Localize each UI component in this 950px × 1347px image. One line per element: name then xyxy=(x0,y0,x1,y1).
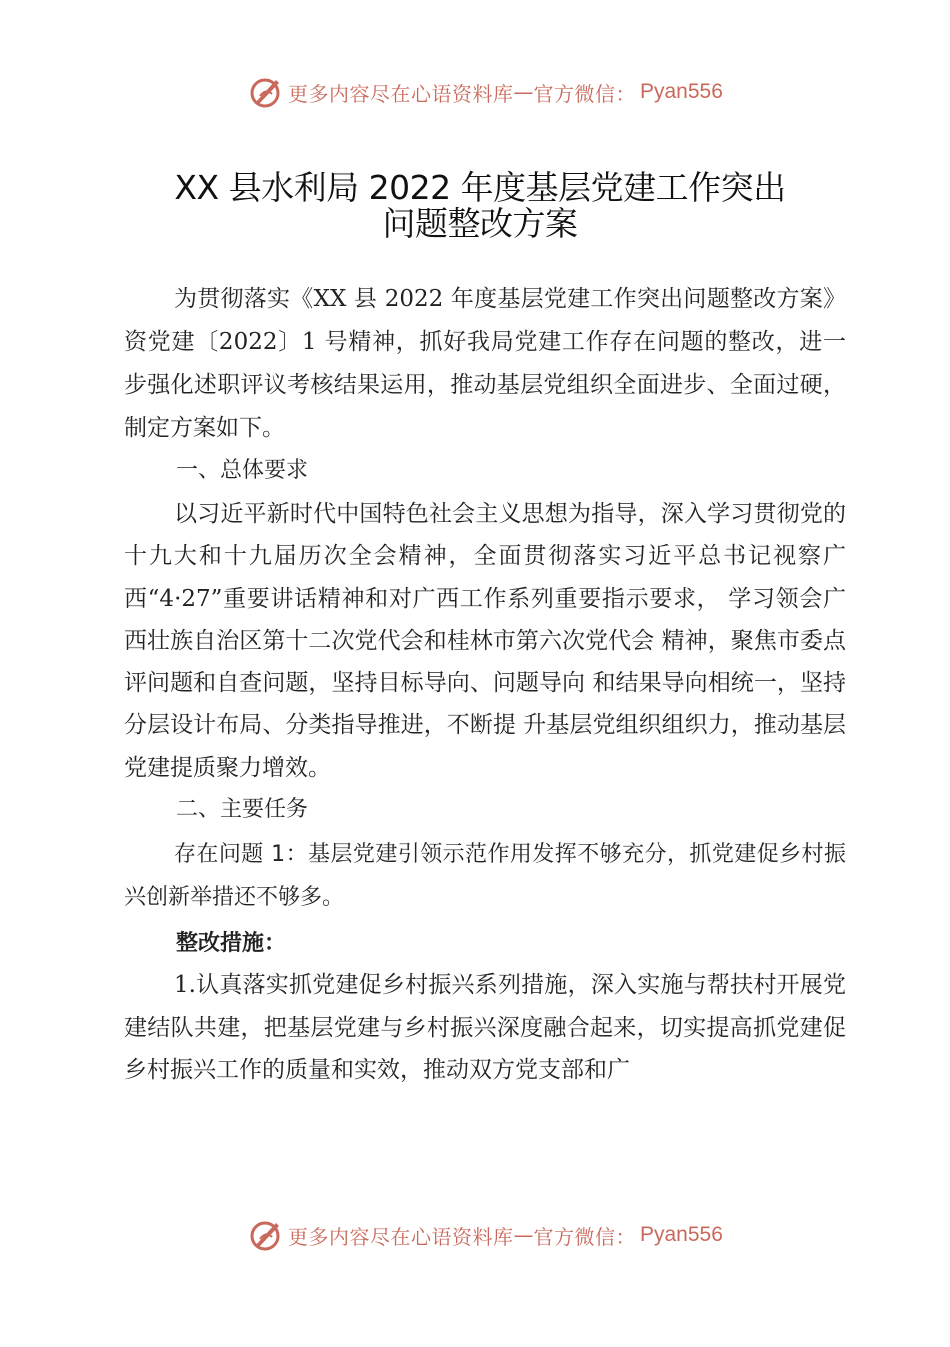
pen-logo-icon xyxy=(248,1217,284,1253)
title-line-1: XX 县水利局 2022 年度基层党建工作突出 xyxy=(174,168,786,207)
watermark-text: 更多内容尽在心语资料库 xyxy=(288,1224,514,1249)
pen-logo-icon xyxy=(248,74,284,110)
document-title xyxy=(120,170,840,242)
section-1-heading: 一、总体要求 xyxy=(176,458,309,483)
intro-paragraph: 为贯彻落实《XX 县 2022 年度基层党建工作突出问题整改方案》资党建〔2022〕1 号精神，抓好我局党建工作存在问题的整改，进一步强化述职评议考核结果运用，推动基层党组织全面进步、全面过硬，制定方案如下。 xyxy=(124,286,846,441)
watermark-label: 官方微信： xyxy=(533,1224,636,1249)
footer-watermark xyxy=(0,1213,950,1257)
watermark-wechat-id: Pyan556 xyxy=(640,80,723,103)
watermark-dash: — xyxy=(513,1223,534,1247)
section-1-body: 以习近平新时代中国特色社会主义思想为指导，深入学习贯彻党的十九大和十九届历次全会精神，全面贯彻落实习近平总书记视察广西“4·27”重要讲话精神和对广西工作系列重要指示要求， 学习领会广西壮族自治区第十二次党代会和桂林市第六次党代会 精神，聚焦市委点评问题和自查问题，坚持目标导向、问题导向 和结果导向相统一，坚持分层设计布局、分类指导推进，不断提 升基层党组织组织力，推动基层党建提质聚力增效。 xyxy=(124,501,846,781)
measures-heading: 整改措施： xyxy=(176,931,287,956)
problem-1-paragraph: 存在问题 1：基层党建引领示范作用发挥不够充分，抓党建促乡村振兴创新举措还不够多。 xyxy=(124,842,846,910)
watermark-label: 官方微信： xyxy=(533,81,636,106)
watermark-wechat-id: Pyan556 xyxy=(640,1223,723,1246)
measure-1-paragraph: 1.认真落实抓党建促乡村振兴系列措施，深入实施与帮扶村开展党建结队共建，把基层党建与乡村振兴深度融合起来，切实提高抓党建促乡村振兴工作的质量和实效，推动双方党支部和广 xyxy=(124,972,846,1083)
watermark-text: 更多内容尽在心语资料库 xyxy=(288,81,514,106)
header-watermark xyxy=(0,70,950,114)
title-line-2: 问题整改方案 xyxy=(382,204,578,243)
section-2-heading: 二、主要任务 xyxy=(176,797,309,822)
watermark-dash: — xyxy=(513,80,534,104)
